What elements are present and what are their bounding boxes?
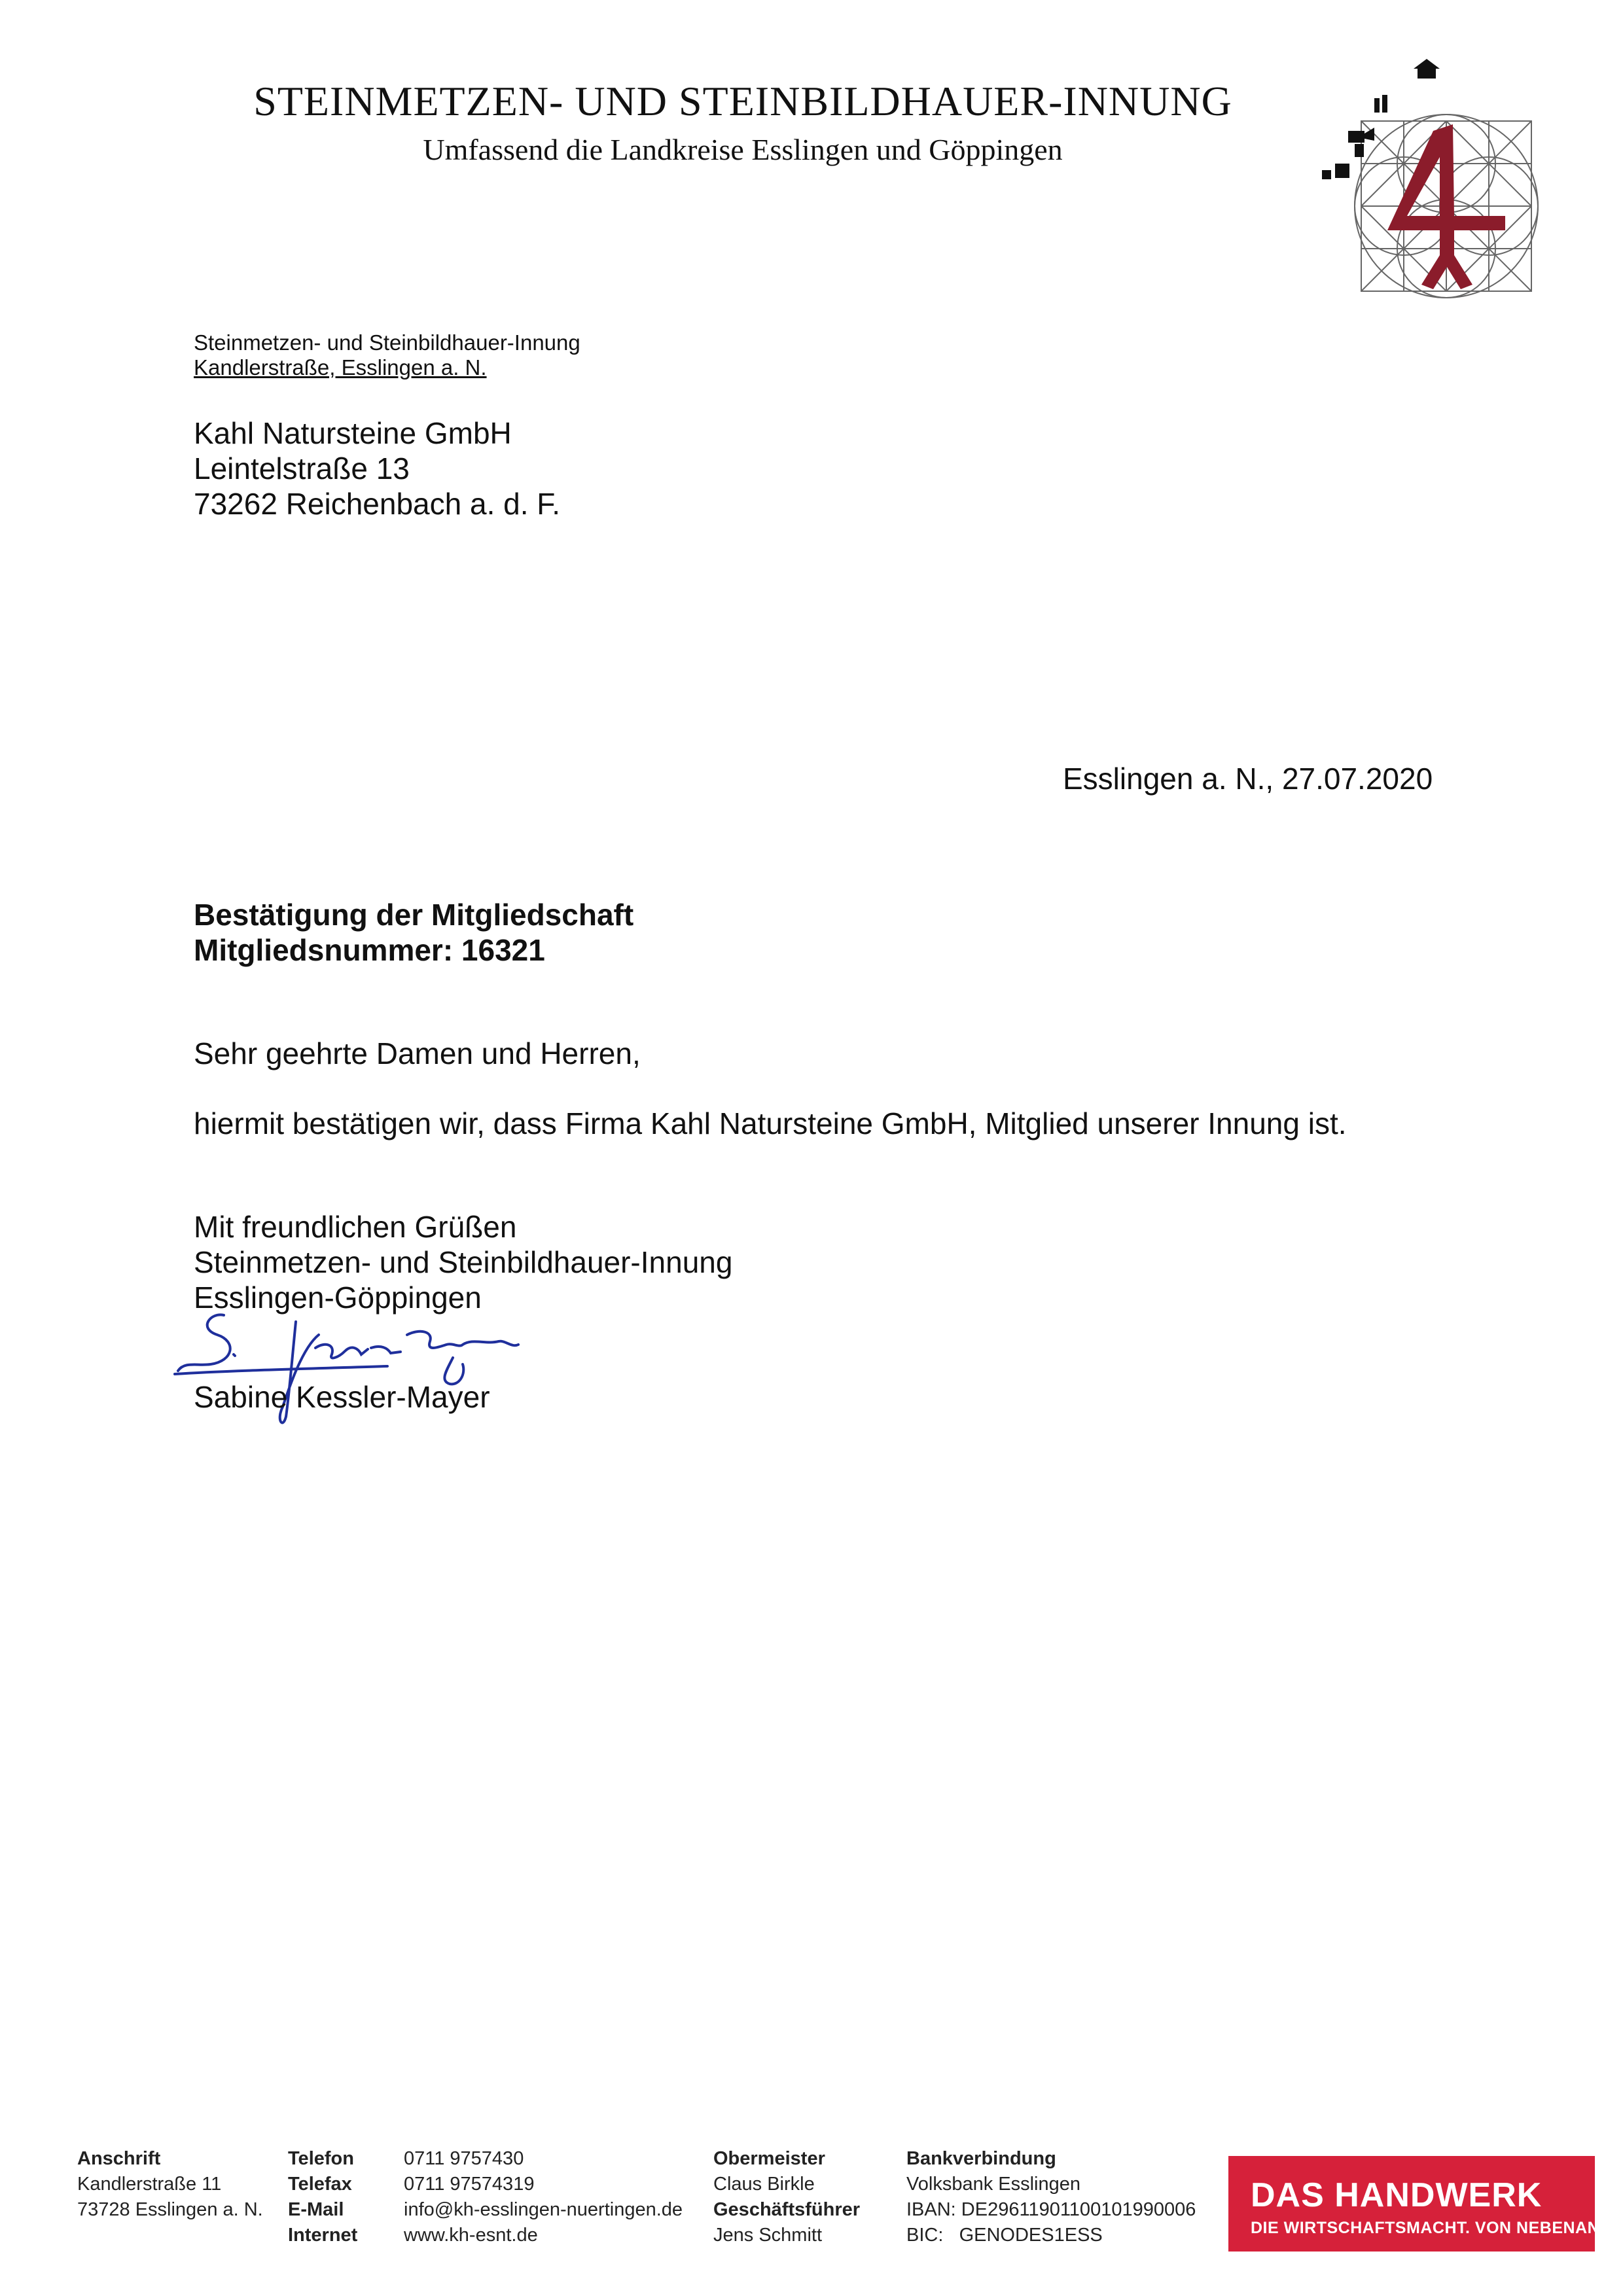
footer-website[interactable]: www.kh-esnt.de (404, 2225, 538, 2246)
letterhead-subtitle: Umfassend die Landkreise Esslingen und Göppingen (423, 133, 1063, 166)
footer-obermeister-label: Obermeister (713, 2148, 825, 2169)
footer-phone-label: Telefon (288, 2148, 354, 2169)
footer-bic: BIC: GENODES1ESS (906, 2225, 1103, 2246)
closing-organization: Steinmetzen- und Steinbildhauer-Innung (194, 1245, 733, 1279)
recipient-street: Leintelstraße 13 (194, 451, 410, 486)
membership-number: Mitgliedsnummer: 16321 (194, 933, 545, 967)
footer-email[interactable]: info@kh-esslingen-nuertingen.de (404, 2199, 683, 2220)
footer-fax-label: Telefax (288, 2174, 352, 2195)
footer-address-city: 73728 Esslingen a. N. (77, 2199, 263, 2220)
sender-name: Steinmetzen- und Steinbildhauer-Innung (194, 330, 580, 355)
subject-title: Bestätigung der Mitgliedschaft (194, 898, 634, 932)
date-line: Esslingen a. N., 27.07.2020 (1063, 762, 1433, 796)
footer-bank-label: Bankverbindung (906, 2148, 1056, 2169)
body-text: hiermit bestätigen wir, dass Firma Kahl Natursteine GmbH, Mitglied unserer Innung ist. (194, 1106, 1347, 1140)
footer-obermeister-name: Claus Birkle (713, 2174, 815, 2195)
footer-phone: 0711 9757430 (404, 2148, 524, 2169)
closing-region: Esslingen-Göppingen (194, 1280, 482, 1315)
das-handwerk-badge (1228, 2156, 1605, 2252)
recipient-company: Kahl Natursteine GmbH (194, 416, 512, 450)
closing-greeting: Mit freundlichen Grüßen (194, 1210, 517, 1244)
footer-bank-name: Volksbank Esslingen (906, 2174, 1080, 2195)
footer-internet-label: Internet (288, 2225, 358, 2246)
footer-address-label: Anschrift (77, 2148, 161, 2169)
letterhead-title: STEINMETZEN- UND STEINBILDHAUER-INNUNG (253, 78, 1232, 124)
sender-address: Kandlerstraße, Esslingen a. N. (194, 355, 487, 380)
recipient-city: 73262 Reichenbach a. d. F. (194, 487, 561, 521)
guild-logo (1309, 59, 1551, 308)
footer-fax: 0711 97574319 (404, 2174, 535, 2195)
das-handwerk-title: DAS HANDWERK (1251, 2176, 1543, 2214)
das-handwerk-slogan: DIE WIRTSCHAFTSMACHT. VON NEBENAN. (1251, 2219, 1605, 2237)
footer-email-label: E-Mail (288, 2199, 344, 2220)
salutation: Sehr geehrte Damen und Herren, (194, 1036, 641, 1070)
footer-address-street: Kandlerstraße 11 (77, 2174, 222, 2195)
signatory-name: Sabine Kessler-Mayer (194, 1380, 490, 1414)
footer-manager-label: Geschäftsführer (713, 2199, 861, 2220)
footer-iban: IBAN: DE29611901100101990006 (906, 2199, 1196, 2220)
footer-manager-name: Jens Schmitt (713, 2225, 822, 2246)
